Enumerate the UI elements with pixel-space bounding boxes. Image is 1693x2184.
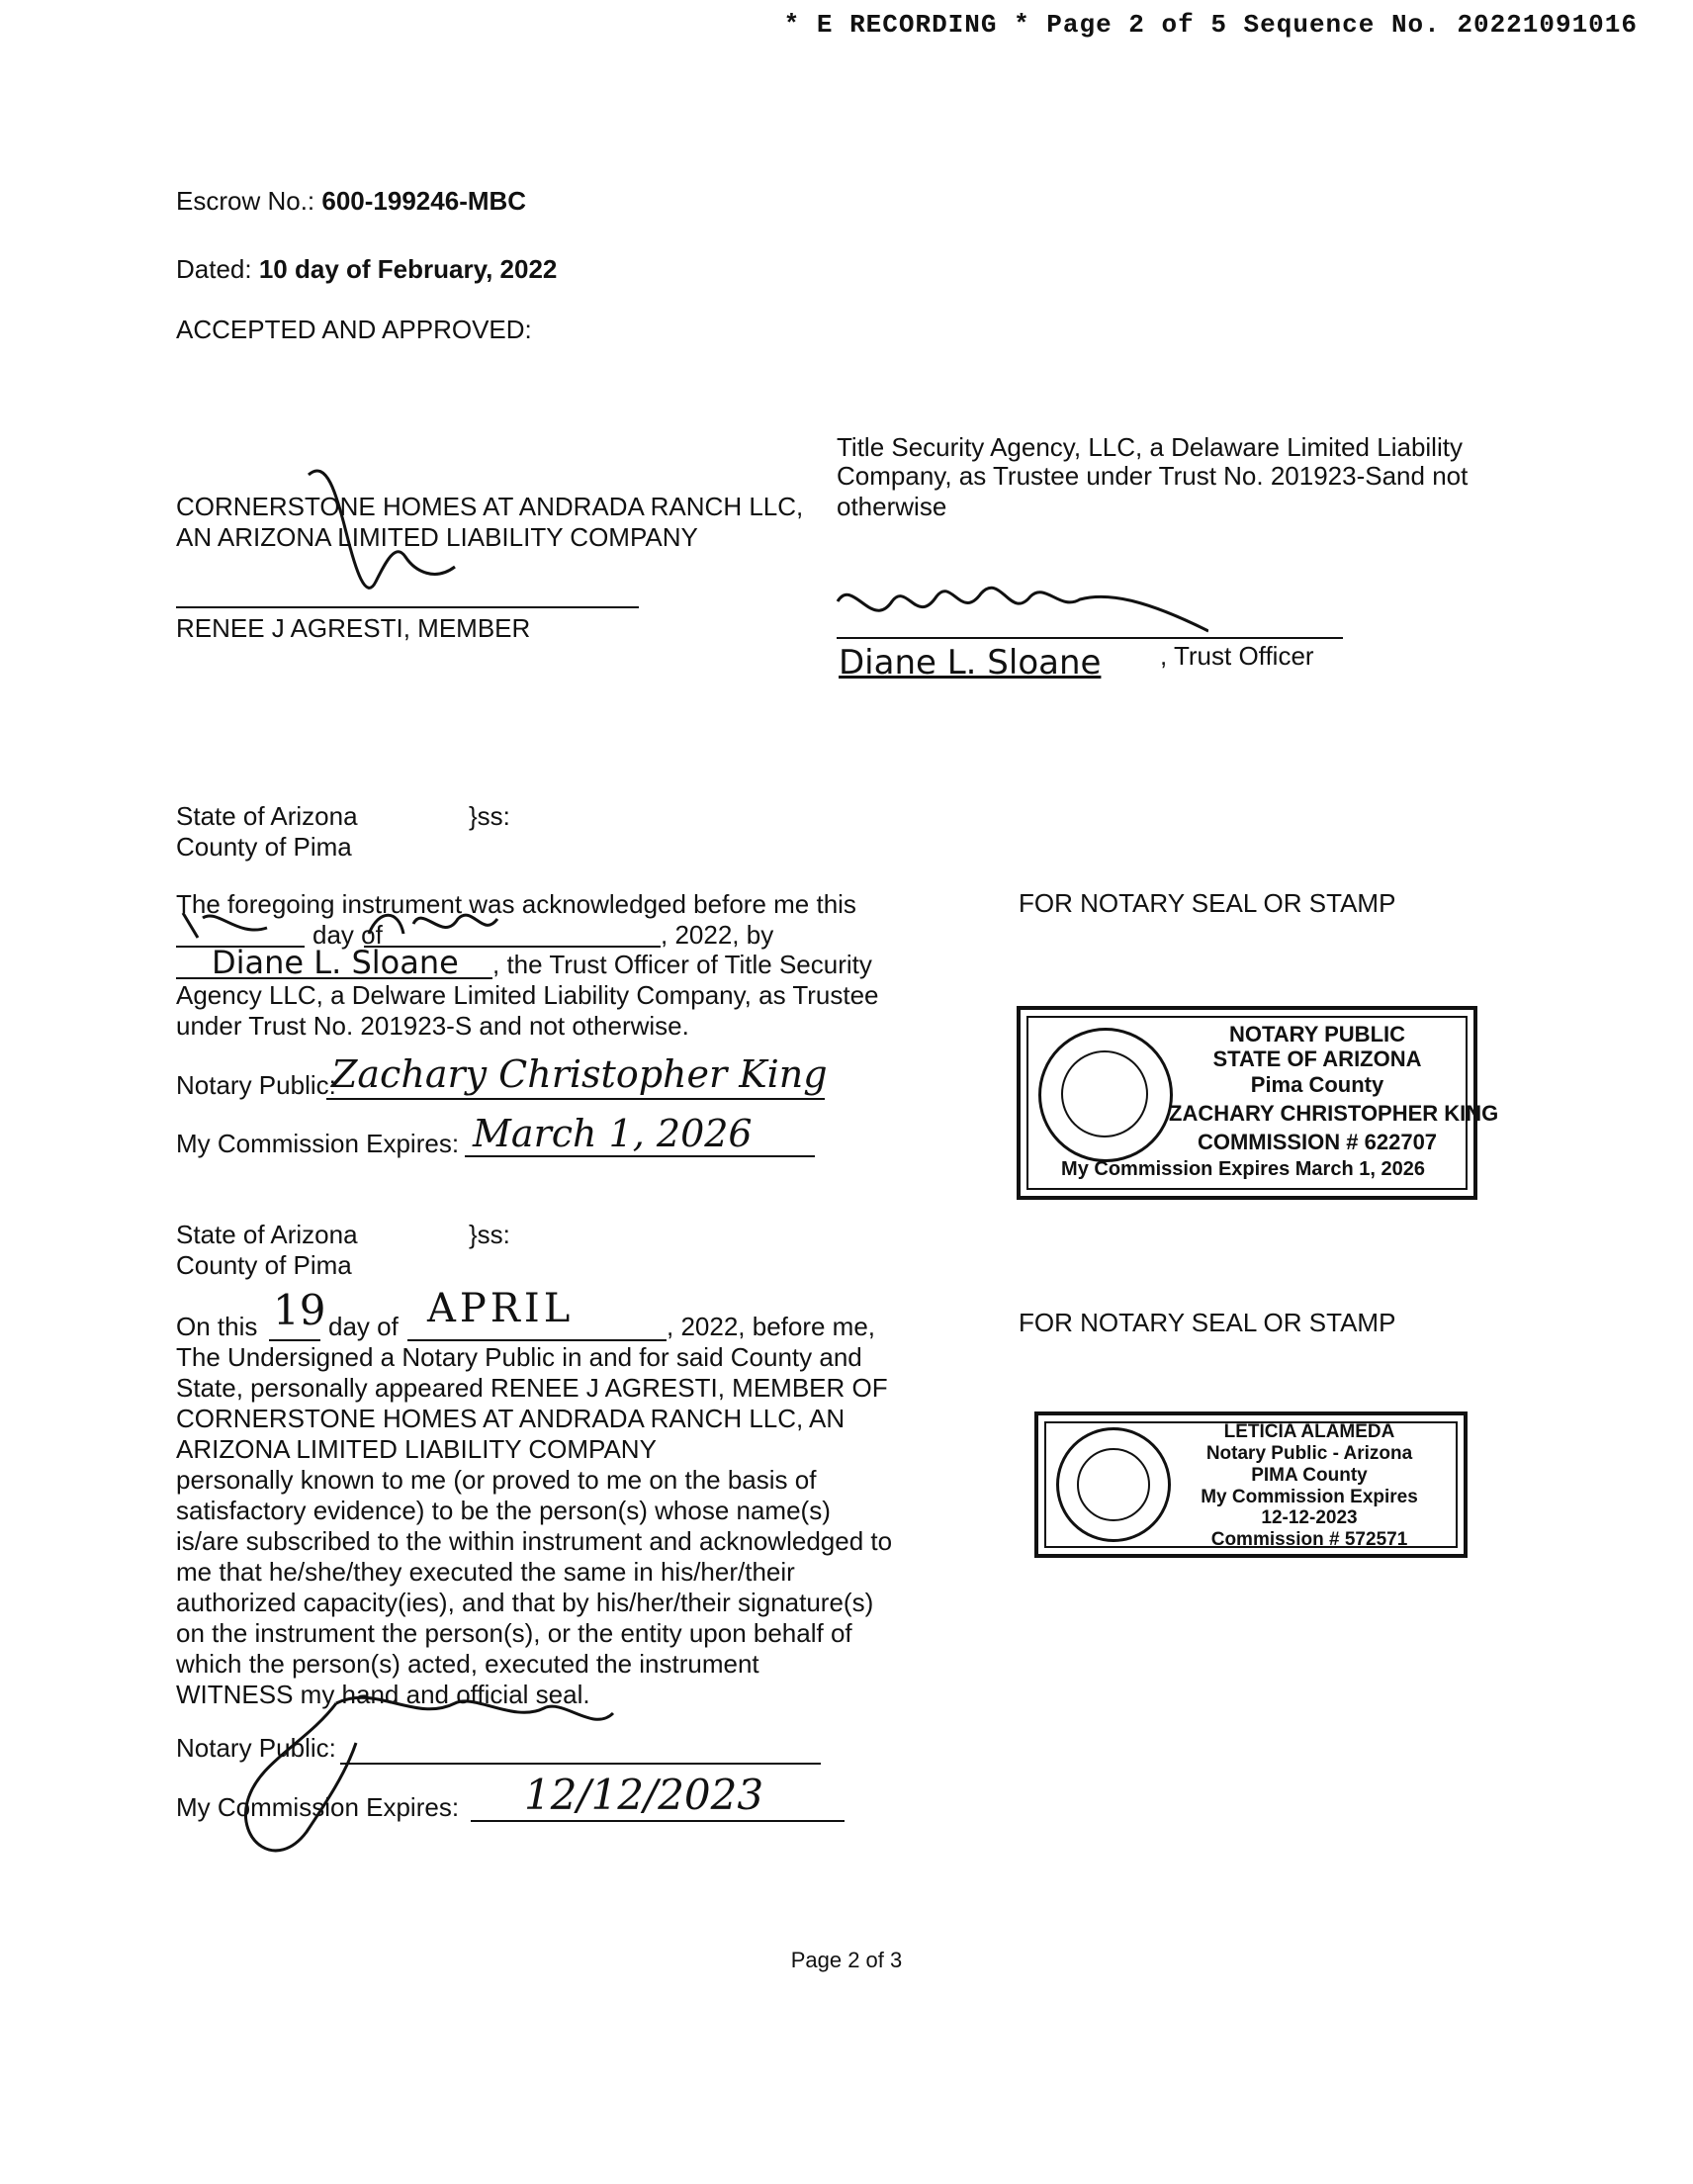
ack1-line4: Agency LLC, a Delware Limited Liability Company, as Trustee — [176, 980, 879, 1010]
seal1-line4: ZACHARY CHRISTOPHER KING — [1169, 1100, 1499, 1126]
ack1-notary-signature: Zachary Christopher King — [331, 1052, 828, 1096]
ack2-month-line — [407, 1339, 667, 1341]
ack2-body-line-12: WITNESS my hand and official seal. — [176, 1680, 590, 1709]
ack2-body-line-10: on the instrument the person(s), or the entity upon behalf of — [176, 1618, 852, 1648]
renee-signature — [297, 463, 554, 611]
ack1-state: State of Arizona — [176, 801, 358, 831]
dated-value: 10 day of February, 2022 — [258, 254, 558, 284]
ack1-hand-name: Diane L. Sloane — [212, 944, 459, 981]
ack2-body-line-3: CORNERSTONE HOMES AT ANDRADA RANCH LLC, AN — [176, 1404, 846, 1433]
seal2-line5: 12-12-2023 — [1261, 1507, 1358, 1529]
seal2-line2: Notary Public - Arizona — [1205, 1442, 1413, 1464]
diane-printed-name: Diane L. Sloane — [839, 643, 1102, 682]
ack2-body-line-8: me that he/she/they executed the same in his/her/their — [176, 1557, 795, 1587]
ack2-body-line-9: authorized capacity(ies), and that by his/her/their signature(s) — [176, 1588, 874, 1617]
recording-header: * E RECORDING * Page 2 of 5 Sequence No. 20221091016 — [783, 10, 1638, 40]
ack2-body-line-4: ARIZONA LIMITED LIABILITY COMPANY — [176, 1434, 657, 1464]
ack2-notary-line — [340, 1763, 821, 1765]
dated-line — [176, 254, 557, 285]
ack1-day-handwriting — [178, 908, 287, 948]
ack1-day-of: day of — [312, 920, 383, 950]
dated-label: Dated: — [176, 254, 252, 284]
left-party-line1: CORNERSTONE HOMES AT ANDRADA RANCH LLC, — [176, 492, 804, 521]
notary-stamp-king — [1017, 1006, 1499, 1200]
ack1-notary-line — [326, 1098, 825, 1100]
diane-signature-line — [837, 637, 1343, 639]
escrow-line — [176, 186, 526, 217]
seal2-line4: My Commission Expires — [1201, 1486, 1418, 1507]
seal2-line3: PIMA County — [1251, 1464, 1368, 1486]
seal2-line6: Commission # 572571 — [1210, 1529, 1408, 1551]
ack1-expires-line — [465, 1155, 815, 1157]
ack2-expires-line — [471, 1820, 845, 1822]
renee-signature-line — [176, 606, 639, 608]
seal1-line1: NOTARY PUBLIC — [1228, 1022, 1406, 1046]
ack2-on-this: On this — [176, 1312, 258, 1341]
right-party-line2: Company, as Trustee under Trust No. 201923-Sand not — [837, 461, 1469, 491]
ack2-state: State of Arizona — [176, 1220, 358, 1249]
ack2-ss: }ss: — [469, 1220, 510, 1249]
ack2-notary-label: Notary Public: — [176, 1733, 336, 1763]
left-signer: RENEE J AGRESTI, MEMBER — [176, 613, 531, 643]
right-signer-title: , Trust Officer — [1160, 641, 1314, 671]
ack1-year: , 2022, by — [661, 920, 774, 950]
ack2-day-line — [269, 1339, 320, 1341]
seal2-line1: LETICIA ALAMEDA — [1223, 1421, 1395, 1442]
seal1-line5: COMMISSION # 622707 — [1197, 1130, 1438, 1155]
left-party-line2: AN ARIZONA LIMITED LIABILITY COMPANY — [176, 522, 698, 552]
ack1-expires-handwriting: March 1, 2026 — [473, 1112, 753, 1155]
ack2-body-line-7: is/are subscribed to the within instrument and acknowledged to — [176, 1526, 893, 1556]
ack1-notary-label: Notary Public: — [176, 1070, 336, 1100]
ack1-county: County of Pima — [176, 832, 352, 862]
ack1-ss: }ss: — [469, 801, 510, 831]
right-party-line1: Title Security Agency, LLC, a Delaware Limited Liability — [837, 432, 1463, 462]
ack1-expires-label: My Commission Expires: — [176, 1129, 460, 1158]
seal1-line3: Pima County — [1250, 1071, 1384, 1097]
ack2-hand-month: APRIL — [427, 1286, 575, 1331]
accepted-approved: ACCEPTED AND APPROVED: — [176, 315, 532, 344]
seal1-line6: My Commission Expires March 1, 2026 — [1061, 1158, 1425, 1180]
ack1-line5: under Trust No. 201923-S and not otherwise. — [176, 1011, 689, 1041]
ack2-hand-day: 19 — [273, 1286, 326, 1334]
escrow-label: Escrow No.: — [176, 186, 315, 216]
diane-signature — [833, 572, 1208, 641]
seal1-line2: STATE OF ARIZONA — [1212, 1046, 1422, 1072]
ack2-expires-handwriting: 12/12/2023 — [524, 1771, 764, 1819]
notary-stamp-alameda — [1034, 1411, 1468, 1558]
ack2-year-suffix: , 2022, before me, — [667, 1312, 876, 1341]
ack1-line3-suffix: , the Trust Officer of Title Security — [492, 950, 872, 979]
seal2-caption: FOR NOTARY SEAL OR STAMP — [1019, 1308, 1396, 1337]
ack2-body-line-5: personally known to me (or proved to me on the basis of — [176, 1465, 817, 1495]
ack2-expires-label: My Commission Expires: — [176, 1792, 460, 1822]
ack1-line1: The foregoing instrument was acknowledged before me this — [176, 889, 856, 919]
ack2-body-line-1: The Undersigned a Notary Public in and for said County and — [176, 1342, 862, 1372]
ack1-month-handwriting — [364, 904, 532, 946]
ack2-body-line-11: which the person(s) acted, executed the instrument — [176, 1649, 759, 1679]
page-footer: Page 2 of 3 — [790, 1948, 903, 1972]
escrow-number: 600-199246-MBC — [321, 186, 527, 216]
ack2-day-of: day of — [328, 1312, 399, 1341]
state-seal-icon — [1038, 1028, 1173, 1162]
ack2-body-line-2: State, personally appeared RENEE J AGRESTI, MEMBER OF — [176, 1373, 888, 1403]
ack2-body-line-6: satisfactory evidence) to be the person(s) whose name(s) — [176, 1496, 831, 1525]
state-seal-icon — [1056, 1427, 1171, 1542]
ack2-county: County of Pima — [176, 1250, 352, 1280]
seal1-caption: FOR NOTARY SEAL OR STAMP — [1019, 888, 1396, 918]
right-party-line3: otherwise — [837, 492, 947, 521]
